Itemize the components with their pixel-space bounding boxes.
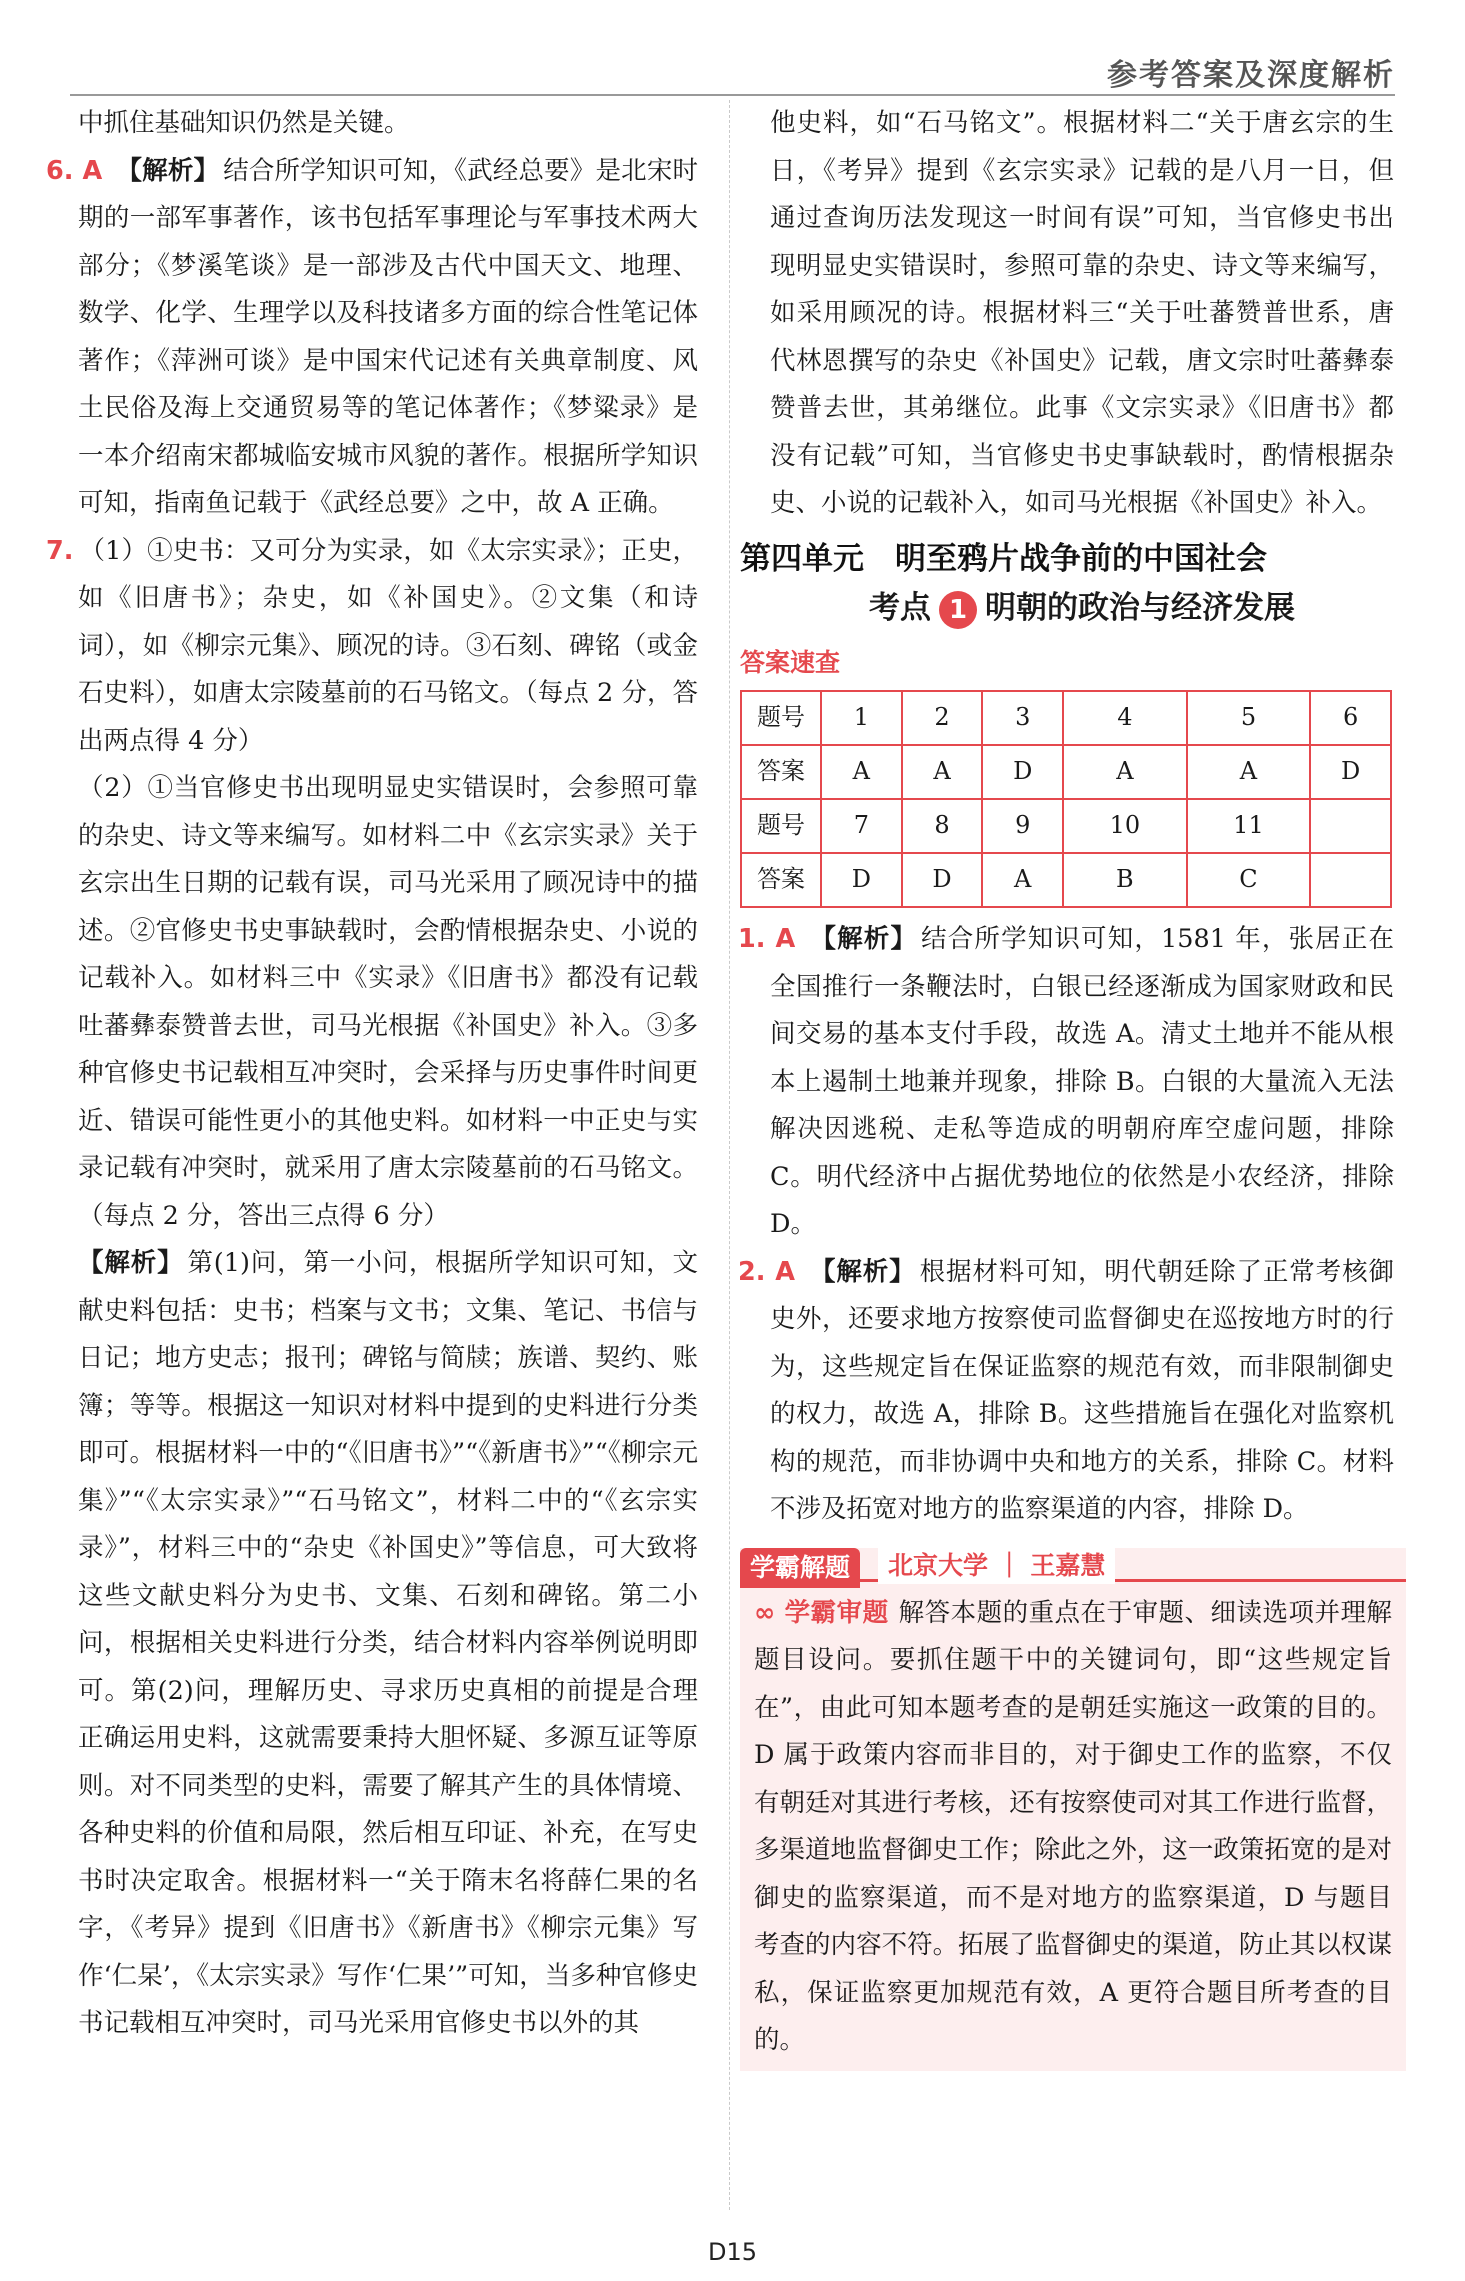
table-cell: A (902, 745, 983, 799)
table-cell: 1 (821, 691, 902, 745)
answer-6 (46, 148, 698, 528)
header-title: 参考答案及深度解析 (1107, 58, 1395, 93)
table-cell: 2 (902, 691, 983, 745)
table-cell: A (1187, 745, 1311, 799)
analysis-label: 【解析】 (810, 924, 918, 954)
header-rule (70, 94, 1395, 96)
table-cell (1310, 799, 1391, 853)
table-cell: 10 (1063, 799, 1187, 853)
left-column (46, 100, 698, 2048)
table-cell: D (821, 853, 902, 907)
answer-text: 根据材料可知，明代朝廷除了正常考核御史外，还要求地方按察使司监督御史在巡按地方时的行为，这些规定旨在保证监察的规范有效，而非限制御史的权力，故选 A，排除 B。这些措施旨在强化对监察机构的规范，而非协调中央和地方的关系，排除 C。材料不涉及拓宽对地方的监察渠道的内容，排除 D。 (770, 1256, 1394, 1524)
analysis-text: 第(1)问，第一小问，根据所学知识可知，文献史料包括：史书；档案与文书；文集、笔记、书信与日记；地方史志；报刊；碑铭与简牍；族谱、契约、账簿；等等。根据这一知识对材料中提到的史料进行分类即可。根据材料一中的“《旧唐书》”“《新唐书》”“《柳宗元集》”“《太宗实录》”“石马铭文”，材料二中的“《玄宗实录》”，材料三中的“杂史《补国史》”等信息，可大致将这些文献史料分为史书、文集、石刻和碑铭。第二小问，根据相关史料进行分类，结合材料内容举例说明即可。第(2)问，理解历史、寻求历史真相的前提是合理正确运用史料，这就需要秉持大胆怀疑、多源互证等原则。对不同类型的史料，需要了解其产生的具体情境、各种史料的价值和局限，然后相互印证、补充，在写史书时决定取舍。根据材料一“关于隋末名将薛仁果的名字，《考异》提到《旧唐书》《新唐书》《柳宗元集》写作‘仁杲’，《太宗实录》写作‘仁果’”可知，当多种官修史书记载相互冲突时，司马光采用官修史书以外的其 (78, 1248, 698, 2038)
table-row (741, 745, 1391, 799)
table-cell: A (821, 745, 902, 799)
xueba-body (740, 1588, 1406, 2065)
page-number: D15 (707, 2238, 758, 2266)
answer-quick-check-label: 答案速查 (740, 647, 841, 677)
table-cell: A (1063, 745, 1187, 799)
column-divider (729, 100, 730, 2210)
xueba-header (740, 1548, 1406, 1588)
answer-number: 1. A (738, 924, 796, 954)
xueba-paragraph (754, 1590, 1392, 2065)
kaodian-text: 明朝的政治与经济发展 (985, 590, 1295, 626)
answer-number: 7. (46, 535, 74, 566)
answer-7-part1 (46, 528, 698, 766)
analysis-label: 【解析】 (78, 1248, 184, 1278)
table-cell: D (982, 745, 1063, 799)
table-cell: 答案 (741, 853, 821, 907)
analysis-label: 【解析】 (116, 155, 220, 186)
answer-text: 结合所学知识可知，《武经总要》是北宋时期的一部军事著作，该书包括军事理论与军事技术两大部分；《梦溪笔谈》是一部涉及古代中国天文、地理、数学、化学、生理学以及科技诸多方面的综合性笔记体著作；《萍洲可谈》是中国宋代记述有关典章制度、风土民俗及海上交通贸易等的笔记体著作；《梦粱录》是一本介绍南宋都城临安城市风貌的著作。根据所学知识可知，指南鱼记载于《武经总要》之中，故 A 正确。 (78, 155, 698, 518)
page-header (0, 0, 1465, 100)
unit-title: 第四单元 明至鸦片战争前的中国社会 (740, 540, 1267, 577)
table-cell: 8 (902, 799, 983, 853)
table-cell: 5 (1187, 691, 1311, 745)
answer-2 (738, 1249, 1394, 1534)
answer-1 (738, 916, 1394, 1249)
table-cell: D (902, 853, 983, 907)
analysis-label: 【解析】 (809, 1256, 916, 1287)
answer-text: （1）①史书：又可分为实录，如《太宗实录》；正史，如《旧唐书》；杂史，如《补国史》。②文集（和诗词），如《柳宗元集》、顾况的诗。③石刻、碑铭（或金石史料），如唐太宗陵墓前的石马铭文。（每点 2 分，答出两点得 4 分） (78, 535, 698, 756)
table-row (741, 853, 1391, 907)
xueba-tag: 学霸解题 (740, 1548, 860, 1588)
answer-7-part2: （2）①当官修史书出现明显史实错误时，会参照可靠的杂史、诗文等来编写。如材料二中《玄宗实录》关于玄宗出生日期的记载有误，司马光采用了顾况诗中的描述。②官修史书史事缺载时，会酌情根据杂史、小说的记载补入。如材料三中《实录》《旧唐书》都没有记载吐蕃彝泰赞普去世，司马光根据《补国史》补入。③多种官修史书记载相互冲突时，会采择与历史事件时间更近、错误可能性更小的其他史料。如材料一中正史与实录记载有冲突时，就采用了唐太宗陵墓前的石马铭文。（每点 2 分，答出三点得 6 分） (78, 773, 698, 1231)
table-cell: 4 (1063, 691, 1187, 745)
kaodian-title (770, 585, 1394, 633)
xueba-subheading: ∞ 学霸审题 (754, 1597, 889, 1628)
table-cell: 9 (982, 799, 1063, 853)
kaodian-prefix: 考点 (869, 590, 931, 626)
paragraph-continued: 他史料，如“石马铭文”。根据材料二“关于唐玄宗的生日，《考异》提到《玄宗实录》记载的是八月一日，但通过查询历法发现这一时间有误”可知，当官修史书出现明显史实错误时，参照可靠的杂史、诗文等来编写，如采用顾况的诗。根据材料三“关于吐蕃赞普世系，唐代林恩撰写的杂史《补国史》记载，唐文宗时吐蕃彝泰赞普去世，其弟继位。此事《文宗实录》《旧唐书》都没有记载”可知，当官修史书史事缺载时，酌情根据杂史、小说的记载补入，如司马光根据《补国史》补入。 (770, 108, 1394, 518)
table-cell: D (1310, 745, 1391, 799)
paragraph-continued: 中抓住基础知识仍然是关键。 (78, 108, 410, 138)
right-column (738, 100, 1394, 2071)
table-cell: 7 (821, 799, 902, 853)
xueba-box (740, 1548, 1406, 2071)
table-cell: 3 (982, 691, 1063, 745)
table-cell: C (1187, 853, 1311, 907)
table-row (741, 691, 1391, 745)
table-cell: 6 (1310, 691, 1391, 745)
answer-7-analysis (78, 1240, 698, 2048)
kaodian-number: 1 (939, 591, 977, 629)
table-cell: 11 (1187, 799, 1311, 853)
table-cell: 题号 (741, 799, 821, 853)
table-cell (1310, 853, 1391, 907)
table-cell: B (1063, 853, 1187, 907)
table-cell: 答案 (741, 745, 821, 799)
table-cell: A (982, 853, 1063, 907)
answer-number: 2. A (738, 1256, 795, 1287)
table-row (741, 799, 1391, 853)
answer-number: 6. A (46, 155, 103, 186)
answer-table (740, 690, 1392, 908)
answer-text: 结合所学知识可知，1581 年，张居正在全国推行一条鞭法时，白银已经逐渐成为国家财政和民间交易的基本支付手段，故选 A。清丈土地并不能从根本上遏制土地兼并现象，排除 B。白银的大量流入无法解决因逃税、走私等造成的明朝府库空虚问题，排除 C。明代经济中占据优势地位的依然是小农经济，排除 D。 (770, 924, 1394, 1239)
xueba-text: 解答本题的重点在于审题、细读选项并理解题目设问。要抓住题干中的关键词句，即“这些规定旨在”，由此可知本题考查的是朝廷实施这一政策的目的。D 属于政策内容而非目的，对于御史工作的监察，不仅有朝廷对其进行考核，还有按察使司对其工作进行监督，多渠道地监督御史工作；除此之外，这一政策拓宽的是对御史的监察渠道，而不是对地方的监察渠道，D 与题目考查的内容不符。拓展了监督御史的渠道，防止其以权谋私，保证监察更加规范有效，A 更符合题目所考查的目的。 (754, 1597, 1392, 2055)
table-cell: 题号 (741, 691, 821, 745)
xueba-author: 北京大学 ｜ 王嘉慧 (878, 1548, 1115, 1584)
